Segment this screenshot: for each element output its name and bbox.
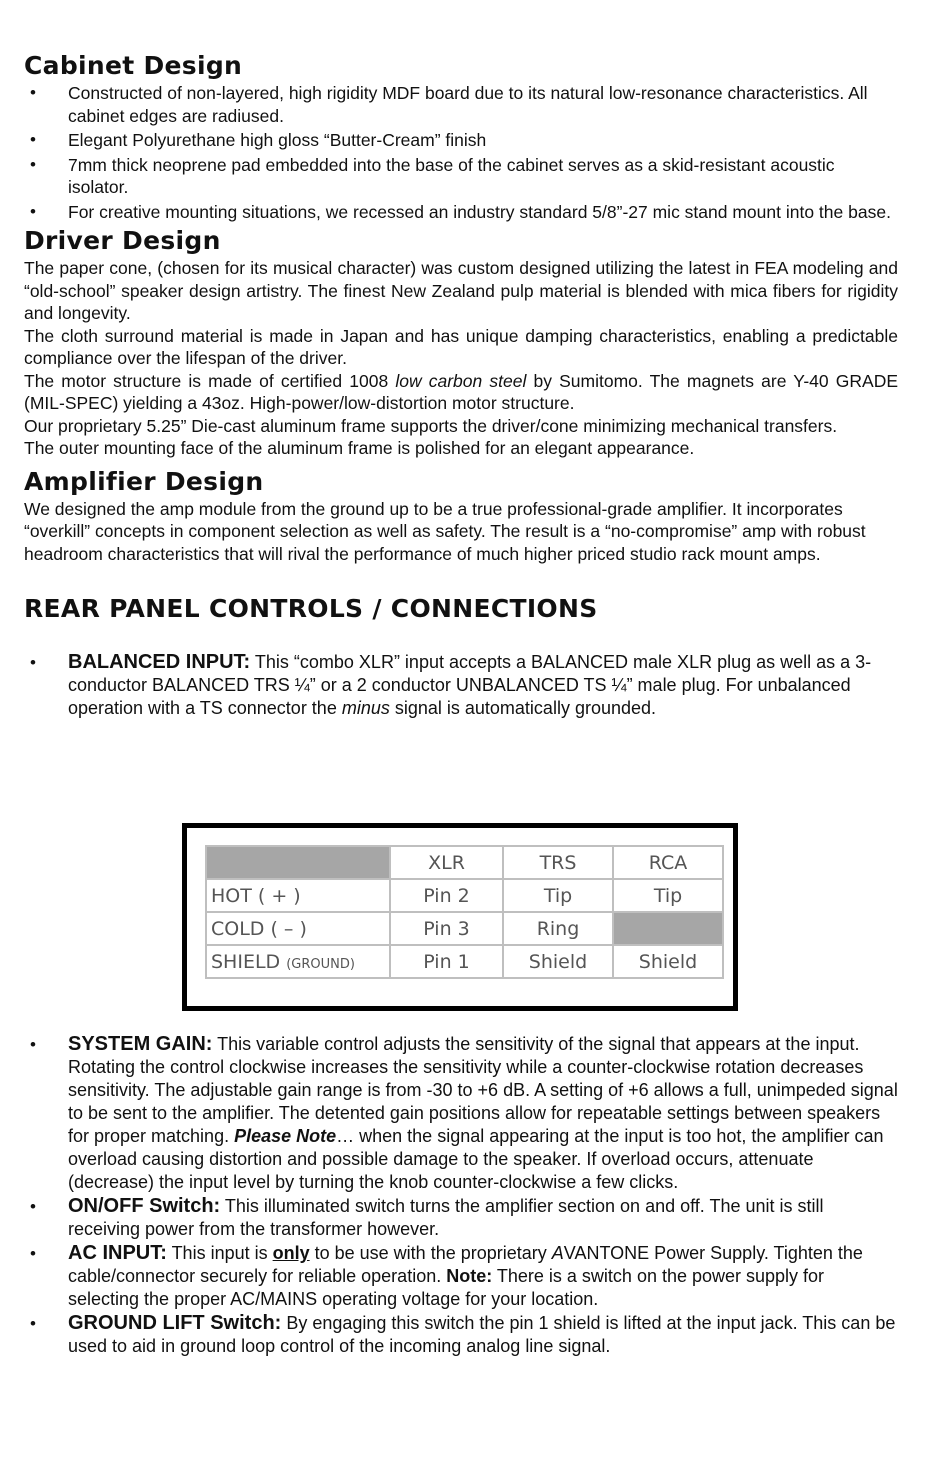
driver-design-heading: Driver Design xyxy=(24,226,221,255)
table-row xyxy=(206,912,723,945)
table-cell: Pin 1 xyxy=(390,945,503,978)
cabinet-list xyxy=(24,82,898,223)
list-item: • Constructed of non-layered, high rigidity MDF board due to its natural low-resonance characteristics. All cabinet edges are radiused. xyxy=(30,83,868,126)
list-item: • ON/OFF Switch: This illuminated switch turns the amplifier section on and off. The unit is still receiving power from the transformer however. xyxy=(30,1195,824,1239)
table-cell: Tip xyxy=(503,879,613,912)
wiring-table xyxy=(205,845,724,979)
controls-list xyxy=(24,1033,898,1359)
table-row xyxy=(206,846,723,879)
cabinet-design-heading: Cabinet Design xyxy=(24,51,243,80)
driver-paragraph-frame: Our proprietary 5.25” Die-cast aluminum frame supports the driver/cone minimizing mechanical transfers. xyxy=(24,415,838,436)
table-cell: Pin 2 xyxy=(390,879,503,912)
table-cell: Ring xyxy=(503,912,613,945)
list-item: • 7mm thick neoprene pad embedded into the base of the cabinet serves as a skid-resistant acoustic isolator. xyxy=(30,154,835,197)
table-cell: Shield xyxy=(613,945,723,978)
table-row xyxy=(206,945,723,978)
table-row xyxy=(206,879,723,912)
table-cell-empty xyxy=(613,912,723,945)
table-cell: HOT ( + ) xyxy=(206,879,390,912)
document-page xyxy=(24,50,899,1356)
table-cell: SHIELD (GROUND) xyxy=(206,945,390,978)
amplifier-design-heading: Amplifier Design xyxy=(24,466,264,496)
list-item: • Elegant Polyurethane high gloss “Butter-Cream” finish xyxy=(30,130,487,150)
driver-paragraph-motor: The motor structure is made of certified 1008 low carbon steel by Sumitomo. The magnets are Y-40 GRADE (MIL-SPEC) yielding a 43oz. High-power/low-distortion motor structure. xyxy=(24,370,899,413)
table-header-trs: TRS xyxy=(503,846,613,879)
driver-paragraph-face: The outer mounting face of the aluminum frame is polished for an elegant appearance. xyxy=(24,438,695,458)
wiring-table-frame xyxy=(182,823,738,1011)
table-cell: Shield xyxy=(503,945,613,978)
table-header-blank xyxy=(206,846,390,879)
list-item: • For creative mounting situations, we recessed an industry standard 5/8”-27 mic stand mount into the base. xyxy=(30,201,891,222)
table-header-rca: RCA xyxy=(613,846,723,879)
amplifier-paragraph: We designed the amp module from the ground up to be a true professional-grade amplifier. It incorporates “overkill” concepts in component selection as well as safety. The result is a “no-compromise” amp with robust headroom characteristics that will rival the performance of much higher priced studio rack mount amps. xyxy=(24,498,866,564)
list-item: • GROUND LIFT Switch: By engaging this switch the pin 1 shield is lifted at the input jack. This can be used to aid in ground loop control of the incoming analog line signal. xyxy=(30,1312,896,1356)
table-header-xlr: XLR xyxy=(390,846,503,879)
driver-paragraph-surround: The cloth surround material is made in Japan and has unique damping characteristics, enabling a predictable compliance over the lifespan of the driver. xyxy=(24,325,898,368)
rear-panel-heading: REAR PANEL CONTROLS / CONNECTIONS xyxy=(24,594,598,623)
list-item: • BALANCED INPUT: This “combo XLR” input accepts a BALANCED male XLR plug as well as a 3-conductor BALANCED TRS ¼” or a 2 conductor UNBALANCED TS ¼” male plug. For unbalanced operation with a TS connector the minus signal is automatically grounded. xyxy=(30,651,872,718)
list-item: • AC INPUT: This input is only to be use with the proprietary AVANTONE Power Supply. Tighten the cable/connector securely for reliable operation. Note: There is a switch on the power supply for selecting the proper AC/MAINS operating voltage for your location. xyxy=(30,1242,863,1309)
table-cell: Pin 3 xyxy=(390,912,503,945)
list-item: • SYSTEM GAIN: This variable control adjusts the sensitivity of the signal that appears at the input. Rotating the control clockwise increases the sensitivity while a counter-clockwise rotation decreases sensitivity. The adjustable gain range is from -30 to +6 dB. A setting of +6 allows a full, unimpeded signal to be sent to the amplifier. The detented gain positions allow for repeatable settings between speakers for proper matching. Please Note… when the signal appearing at the input is too hot, the amplifier can overload causing distortion and possible damage to the speaker. If overload occurs, attenuate (decrease) the input level by turning the knob counter-clockwise a few clicks. xyxy=(30,1033,898,1192)
table-cell: Tip xyxy=(613,879,723,912)
driver-paragraph-cone: The paper cone, (chosen for its musical character) was custom designed utilizing the latest in FEA modeling and “old-school” speaker design artistry. The finest New Zealand pulp material is blended with mica fibers for rigidity and longevity. xyxy=(24,258,898,323)
balanced-list xyxy=(24,651,898,720)
table-cell: COLD ( – ) xyxy=(206,912,390,945)
